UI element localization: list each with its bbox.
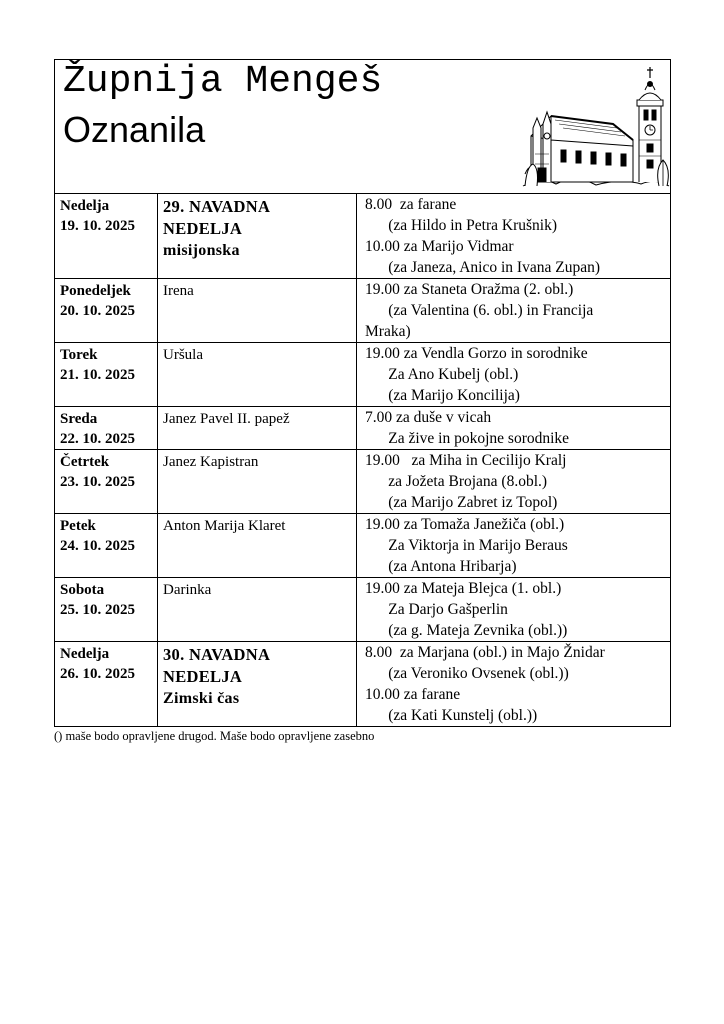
mass-intention: Za Ano Kubelj (obl.) [365, 366, 519, 383]
bulletin-page [54, 59, 671, 744]
date: 22. 10. 2025 [60, 431, 135, 447]
masses-cell [357, 578, 671, 642]
day-cell [55, 642, 158, 727]
feast-cell [158, 194, 357, 279]
saint-name: Zimski čas [163, 690, 240, 707]
date: 25. 10. 2025 [60, 602, 135, 618]
feast-cell [158, 642, 357, 727]
saint-cell [158, 343, 357, 407]
saint-cell [158, 407, 357, 450]
parish-title: Župnija Mengeš [63, 60, 383, 103]
mass-intention: Za Viktorja in Marijo Beraus [365, 537, 568, 554]
masses-cell [357, 407, 671, 450]
day-name: Četrtek [60, 454, 110, 470]
day-name: Nedelja [60, 646, 110, 662]
church-illustration [521, 64, 671, 190]
saint-name: misijonska [163, 242, 240, 259]
mass-intention: Za Darjo Gašperlin [365, 601, 508, 618]
mass-intention: (za Antona Hribarja) [365, 558, 517, 575]
saint-name: 29. NAVADNA [163, 197, 271, 216]
day-name: Sreda [60, 411, 98, 427]
saint-name: NEDELJA [163, 667, 243, 686]
mass-intention: 19.00 za Tomaža Janežiča (obl.) [365, 516, 565, 533]
saint-cell [158, 450, 357, 514]
mass-intention: 10.00 za farane [365, 686, 461, 703]
saint-cell [158, 514, 357, 578]
saint-name: Uršula [163, 347, 203, 363]
saint-name: Janez Pavel II. papež [163, 411, 290, 427]
masses-cell [357, 279, 671, 343]
table-row [55, 279, 671, 343]
mass-intention: 19.00 za Vendla Gorzo in sorodnike [365, 345, 588, 362]
mass-intention: Mraka) [365, 323, 411, 340]
mass-intention: (za Hildo in Petra Krušnik) [365, 217, 557, 234]
mass-intention: (za Marijo Koncilija) [365, 387, 520, 404]
masses-cell [357, 642, 671, 727]
bulletin-title: Oznanila [63, 109, 206, 150]
header [54, 59, 671, 193]
date: 24. 10. 2025 [60, 538, 135, 554]
day-cell [55, 450, 158, 514]
saint-name: 30. NAVADNA [163, 645, 271, 664]
masses-cell [357, 194, 671, 279]
mass-intention: (za Kati Kunstelj (obl.)) [365, 707, 538, 724]
saint-name: Janez Kapistran [163, 454, 259, 470]
table-row [55, 450, 671, 514]
mass-intention: 7.00 za duše v vicah [365, 409, 492, 426]
saint-name: Anton Marija Klaret [163, 518, 286, 534]
day-name: Petek [60, 518, 96, 534]
date: 21. 10. 2025 [60, 367, 135, 383]
table-row [55, 642, 671, 727]
date: 26. 10. 2025 [60, 666, 135, 682]
day-name: Sobota [60, 582, 105, 598]
saint-cell [158, 279, 357, 343]
schedule-table [54, 193, 671, 727]
day-name: Ponedeljek [60, 283, 131, 299]
mass-intention: 8.00 za Marjana (obl.) in Majo Žnidar [365, 644, 605, 661]
day-cell [55, 279, 158, 343]
saint-name: Darinka [163, 582, 212, 598]
date: 19. 10. 2025 [60, 218, 135, 234]
mass-intention: za Jožeta Brojana (8.obl.) [365, 473, 548, 490]
mass-intention: 19.00 za Mateja Blejca (1. obl.) [365, 580, 562, 597]
mass-intention: (za Valentina (6. obl.) in Francija [365, 302, 594, 319]
mass-intention: 19.00 za Miha in Cecilijo Kralj [365, 452, 567, 469]
date: 20. 10. 2025 [60, 303, 135, 319]
table-row [55, 514, 671, 578]
masses-cell [357, 450, 671, 514]
table-row [55, 578, 671, 642]
mass-intention: (za Janeza, Anico in Ivana Zupan) [365, 259, 600, 276]
masses-cell [357, 343, 671, 407]
mass-intention: 8.00 za farane [365, 196, 457, 213]
day-cell [55, 514, 158, 578]
table-row [55, 343, 671, 407]
table-row [55, 407, 671, 450]
mass-intention: 10.00 za Marijo Vidmar [365, 238, 514, 255]
mass-intention: (za Marijo Zabret iz Topol) [365, 494, 558, 511]
mass-intention: Za žive in pokojne sorodnike [365, 430, 570, 447]
day-cell [55, 407, 158, 450]
saint-name: NEDELJA [163, 219, 243, 238]
day-name: Nedelja [60, 198, 110, 214]
mass-intention: (za g. Mateja Zevnika (obl.)) [365, 622, 568, 639]
masses-cell [357, 514, 671, 578]
saint-cell [158, 578, 357, 642]
table-row [55, 194, 671, 279]
day-cell [55, 194, 158, 279]
day-name: Torek [60, 347, 98, 363]
day-cell [55, 578, 158, 642]
mass-intention: (za Veroniko Ovsenek (obl.)) [365, 665, 569, 682]
saint-name: Irena [163, 283, 194, 299]
date: 23. 10. 2025 [60, 474, 135, 490]
day-cell [55, 343, 158, 407]
mass-intention: 19.00 za Staneta Oražma (2. obl.) [365, 281, 574, 298]
footnote: () maše bodo opravljene drugod. Maše bodo opravljene zasebno [54, 729, 375, 743]
